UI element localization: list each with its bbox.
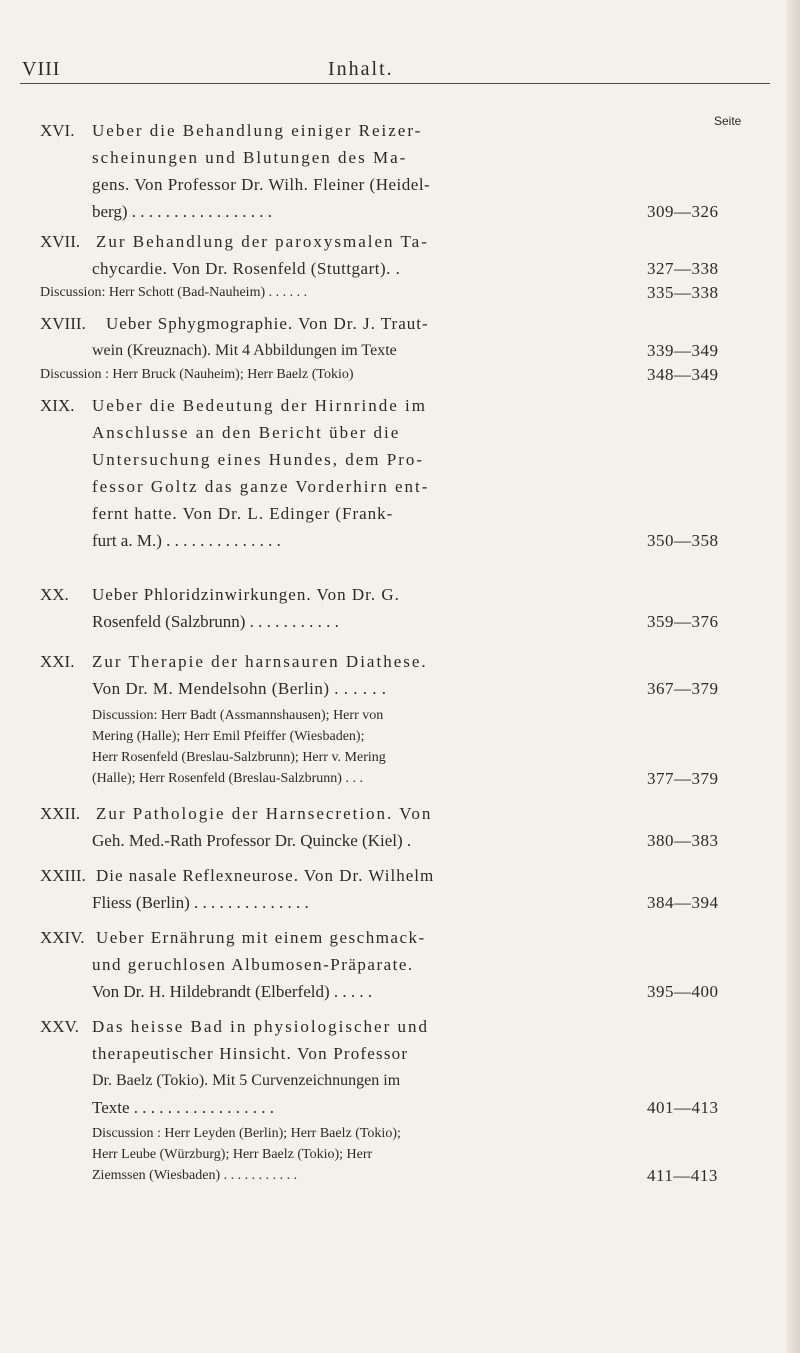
running-title: Inhalt. [328, 58, 394, 80]
page-range: 377—379 [647, 769, 719, 788]
entry-title-line: therapeutischer Hinsicht. Von Professor [92, 1044, 409, 1063]
discussion-line: Herr Leube (Würzburg); Herr Baelz (Tokio); Herr [92, 1147, 373, 1162]
discussion-line: Discussion: Herr Schott (Bad-Nauheim) . . . . . . [40, 285, 308, 300]
page-range: 327—338 [647, 259, 719, 278]
entry-title-line: Von Dr. H. Hildebrandt (Elberfeld) . . . . . [92, 982, 373, 1001]
entry-title-line: Ueber Phloridzinwirkungen. Von Dr. G. [92, 585, 400, 604]
page-range: 411—413 [647, 1166, 718, 1185]
entry-numeral: XVIII. [40, 314, 86, 333]
page-range: 335—338 [647, 283, 719, 302]
page-number-header: VIII [22, 58, 61, 80]
entry-title-line: fernt hatte. Von Dr. L. Edinger (Frank- [92, 504, 394, 523]
entry-numeral: XX. [40, 585, 69, 604]
entry-title-line: Rosenfeld (Salzbrunn) . . . . . . . . . . . [92, 612, 339, 631]
entry-numeral: XIX. [40, 396, 75, 415]
entry-numeral: XXIV. [40, 928, 85, 947]
entry-title-line: Das heisse Bad in physiologischer und [92, 1017, 429, 1036]
discussion-line: (Halle); Herr Rosenfeld (Breslau-Salzbrunn) . . . [92, 771, 363, 786]
entry-numeral: XXII. [40, 804, 81, 823]
page-range: 367—379 [647, 679, 719, 698]
page-range: 380—383 [647, 831, 719, 850]
entry-title-line: Ueber die Behandlung einiger Reizer- [92, 121, 423, 140]
entry-title-line: wein (Kreuznach). Mit 4 Abbildungen im Texte [92, 342, 397, 359]
discussion-line: Ziemssen (Wiesbaden) . . . . . . . . . . . [92, 1168, 298, 1183]
entry-title-line: Ueber Sphygmographie. Von Dr. J. Traut- [106, 314, 429, 333]
entry-title-line: furt a. M.) . . . . . . . . . . . . . . [92, 531, 281, 550]
entry-title-line: Texte . . . . . . . . . . . . . . . . . [92, 1098, 275, 1117]
entry-numeral: XXI. [40, 652, 75, 671]
entry-title-line: scheinungen und Blutungen des Ma- [92, 148, 408, 167]
page-range: 395—400 [647, 982, 719, 1001]
discussion-line: Discussion : Herr Leyden (Berlin); Herr Baelz (Tokio); [92, 1126, 401, 1141]
entry-title-line: Dr. Baelz (Tokio). Mit 5 Curvenzeichnungen im [92, 1072, 401, 1089]
entry-title-line: Fliess (Berlin) . . . . . . . . . . . . . . [92, 893, 309, 912]
entry-title-line: Von Dr. M. Mendelsohn (Berlin) . . . . . . [92, 679, 387, 698]
entry-title-line: Die nasale Reflexneurose. Von Dr. Wilhelm [96, 866, 435, 885]
page-range: 309—326 [647, 202, 719, 221]
entry-title-line: Ueber die Bedeutung der Hirnrinde im [92, 396, 427, 415]
header-rule [20, 83, 770, 84]
discussion-line: Discussion: Herr Badt (Assmannshausen); Herr von [92, 708, 384, 723]
entry-title-line: Zur Pathologie der Harnsecretion. Von [96, 804, 433, 823]
page-edge-shadow [786, 0, 800, 1353]
discussion-line: Discussion : Herr Bruck (Nauheim); Herr Baelz (Tokio) [40, 367, 354, 382]
entry-title-line: und geruchlosen Albumosen-Präparate. [92, 955, 414, 974]
entry-numeral: XVI. [40, 121, 75, 140]
entry-title-line: Zur Therapie der harnsauren Diathese. [92, 652, 428, 671]
page-range: 359—376 [647, 612, 719, 631]
entry-title-line: Ueber Ernährung mit einem geschmack- [96, 928, 426, 947]
page-column-label: Seite [714, 114, 742, 128]
entry-title-line: fessor Goltz das ganze Vorderhirn ent- [92, 477, 430, 496]
entry-title-line: Anschlusse an den Bericht über die [92, 423, 401, 442]
page-range: 401—413 [647, 1098, 719, 1117]
page-range: 339—349 [647, 341, 719, 360]
entry-title-line: Untersuchung eines Hundes, dem Pro- [92, 450, 425, 469]
entry-title-line: berg) . . . . . . . . . . . . . . . . . [92, 202, 273, 221]
discussion-line: Mering (Halle); Herr Emil Pfeiffer (Wiesbaden); [92, 729, 365, 744]
page-range: 350—358 [647, 531, 719, 550]
discussion-line: Herr Rosenfeld (Breslau-Salzbrunn); Herr v. Mering [92, 750, 386, 765]
entry-numeral: XXV. [40, 1017, 79, 1036]
page-range: 348—349 [647, 365, 719, 384]
entry-numeral: XXIII. [40, 866, 86, 885]
entry-title-line: chycardie. Von Dr. Rosenfeld (Stuttgart). . [92, 259, 401, 278]
entry-title-line: Zur Behandlung der paroxysmalen Ta- [96, 232, 429, 251]
entry-title-line: Geh. Med.-Rath Professor Dr. Quincke (Kiel) . [92, 831, 412, 850]
entry-numeral: XVII. [40, 232, 81, 251]
page-range: 384—394 [647, 893, 719, 912]
entry-title-line: gens. Von Professor Dr. Wilh. Fleiner (Heidel- [92, 175, 431, 194]
